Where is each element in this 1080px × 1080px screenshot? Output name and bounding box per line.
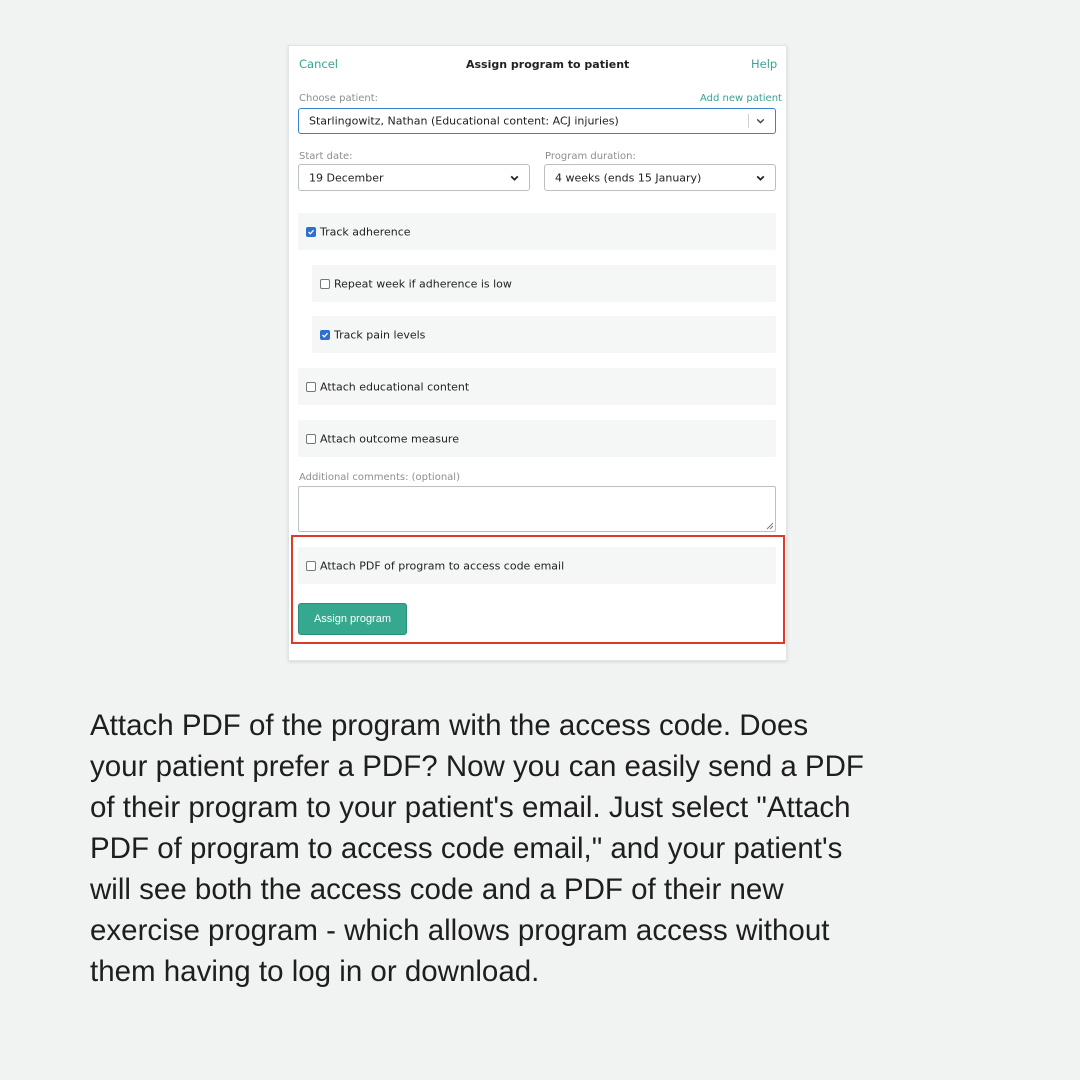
start-date-label: Start date: xyxy=(299,151,353,162)
attach-educational-option[interactable] xyxy=(298,368,776,405)
start-date-value: 19 December xyxy=(309,171,384,184)
help-link[interactable]: Help xyxy=(751,57,778,71)
track-adherence-label: Track adherence xyxy=(320,225,411,238)
choose-patient-label: Choose patient: xyxy=(299,93,379,104)
caption-line: will see both the access code and a PDF of their new xyxy=(90,873,784,906)
caption-line: PDF of program to access code email," and your patient's xyxy=(90,832,843,865)
select-separator xyxy=(748,114,749,128)
program-duration-select[interactable] xyxy=(544,164,776,191)
attach-educational-checkbox[interactable] xyxy=(306,382,316,392)
attach-pdf-label: Attach PDF of program to access code email xyxy=(320,559,565,572)
highlight-box xyxy=(291,535,785,644)
repeat-week-label: Repeat week if adherence is low xyxy=(334,277,512,290)
attach-outcome-checkbox[interactable] xyxy=(306,434,316,444)
chevron-down-icon xyxy=(755,172,766,183)
caption-text xyxy=(90,705,995,992)
repeat-week-checkbox[interactable] xyxy=(320,279,330,289)
patient-select[interactable] xyxy=(298,108,776,134)
caption-line: them having to log in or download. xyxy=(90,955,540,988)
program-duration-value: 4 weeks (ends 15 January) xyxy=(555,171,702,184)
comments-textarea[interactable] xyxy=(298,486,776,532)
add-new-patient-link[interactable]: Add new patient xyxy=(700,93,782,104)
attach-outcome-option[interactable] xyxy=(298,420,776,457)
attach-educational-label: Attach educational content xyxy=(320,380,470,393)
caption-line: of their program to your patient's email. Just select "Attach xyxy=(90,791,851,824)
track-adherence-checkbox[interactable] xyxy=(306,227,316,237)
chevron-down-icon xyxy=(755,116,766,127)
program-duration-label: Program duration: xyxy=(545,151,636,162)
track-pain-label: Track pain levels xyxy=(334,328,426,341)
caption-line: your patient prefer a PDF? Now you can easily send a PDF xyxy=(90,750,864,783)
caption-line: exercise program - which allows program access without xyxy=(90,914,830,947)
chevron-down-icon xyxy=(509,172,520,183)
track-pain-option[interactable] xyxy=(312,316,776,353)
cancel-link[interactable]: Cancel xyxy=(299,57,338,71)
assign-program-button[interactable]: Assign program xyxy=(298,603,407,635)
dialog-title: Assign program to patient xyxy=(466,58,630,71)
track-adherence-option[interactable] xyxy=(298,213,776,250)
track-pain-checkbox[interactable] xyxy=(320,330,330,340)
patient-select-value: Starlingowitz, Nathan (Educational content: ACJ injuries) xyxy=(309,114,619,128)
resize-handle-icon[interactable] xyxy=(766,522,774,530)
attach-outcome-label: Attach outcome measure xyxy=(320,432,459,445)
start-date-select[interactable] xyxy=(298,164,530,191)
caption-line: Attach PDF of the program with the access code. Does xyxy=(90,709,809,742)
comments-label: Additional comments: (optional) xyxy=(299,472,460,483)
repeat-week-option[interactable] xyxy=(312,265,776,302)
